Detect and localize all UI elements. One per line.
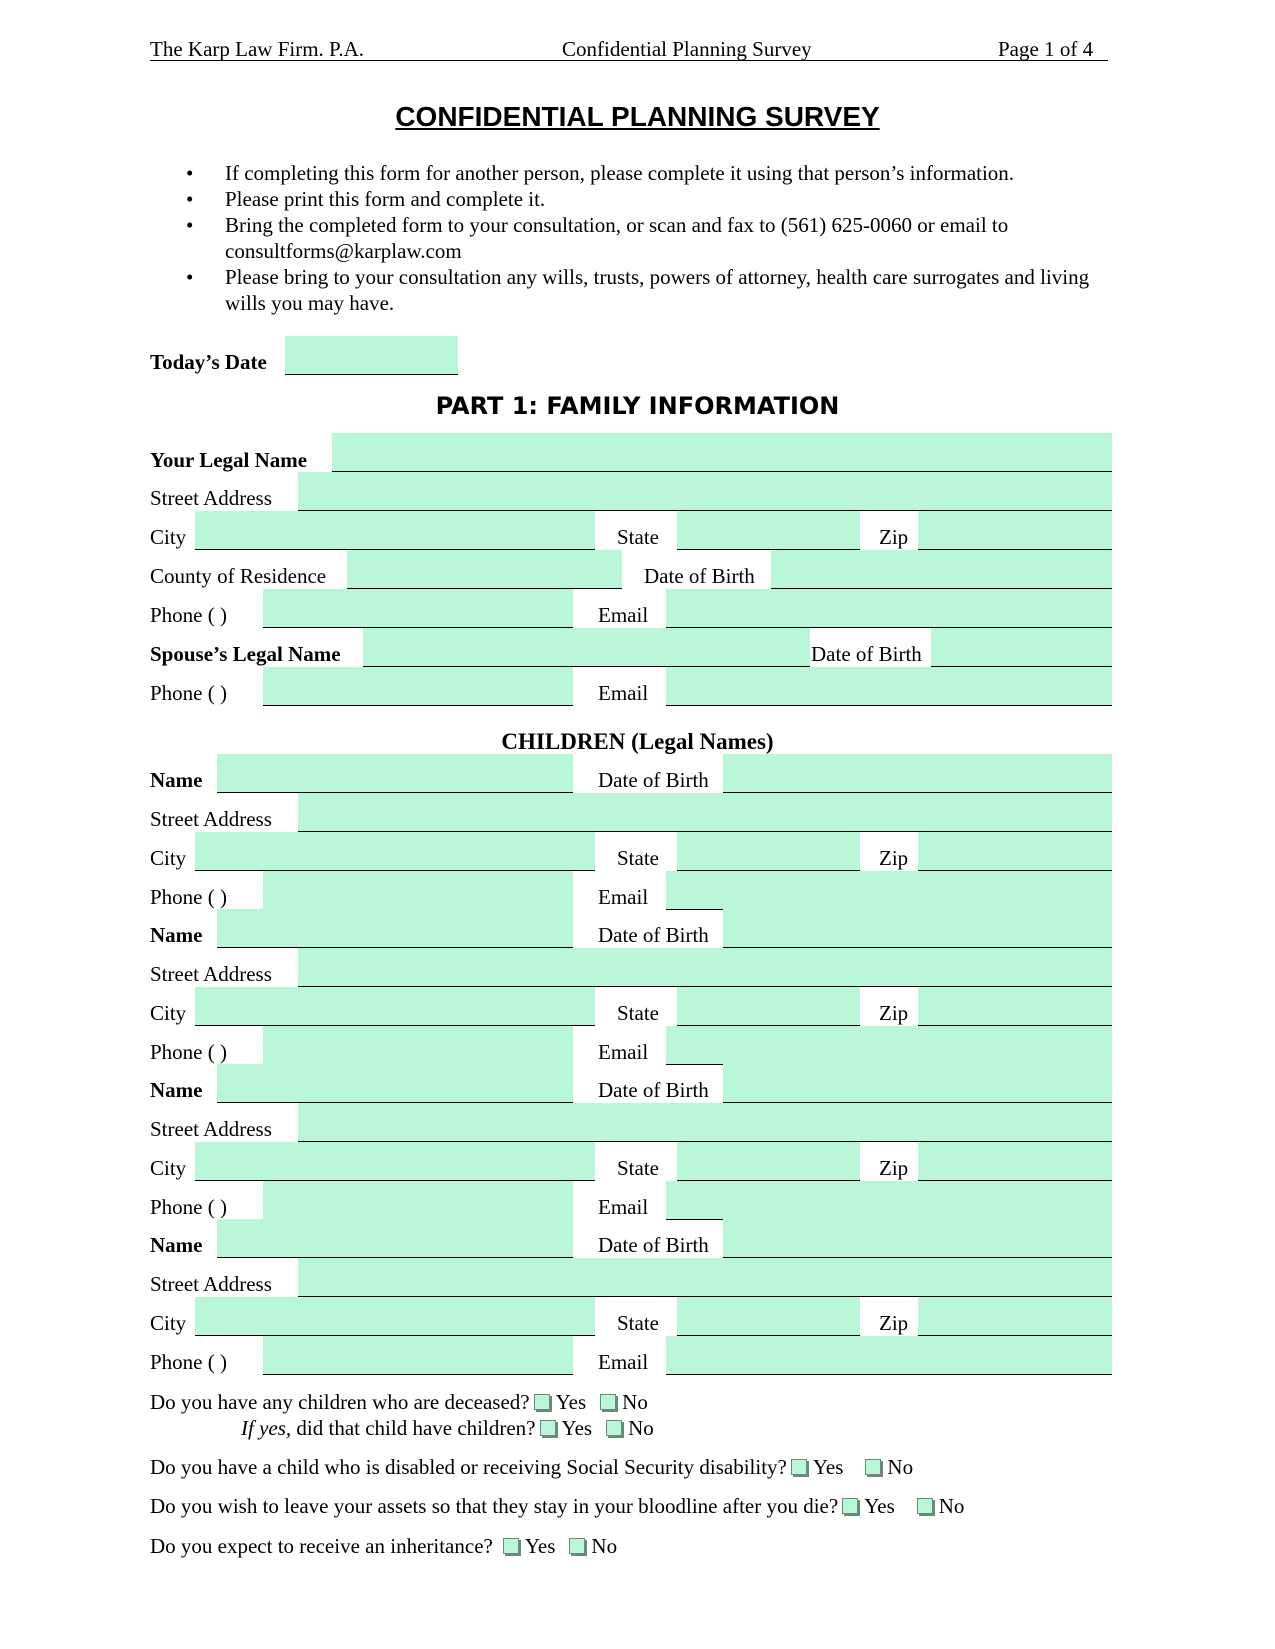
child-3-zip-field[interactable]: [918, 1142, 1112, 1181]
question-bloodline: [150, 1494, 974, 1519]
child-4-email-field[interactable]: [666, 1336, 1112, 1375]
child-1-state-field[interactable]: [677, 832, 860, 871]
yes-checkbox[interactable]: [503, 1538, 519, 1554]
legal-name-field[interactable]: [332, 433, 1112, 472]
child-3-email-field[interactable]: [666, 1181, 1112, 1220]
child-2-phone-field[interactable]: [263, 1026, 573, 1065]
spouse-dob-field[interactable]: [931, 628, 1112, 667]
no-checkbox[interactable]: [600, 1394, 616, 1410]
children-heading: CHILDREN (Legal Names): [501, 729, 774, 754]
part1-heading: PART 1: FAMILY INFORMATION: [435, 392, 840, 420]
no-label: No: [887, 1455, 914, 1479]
page-title: CONFIDENTIAL PLANNING SURVEY: [395, 101, 880, 132]
child-4-state-label: State: [617, 1311, 659, 1335]
instructions-list: [150, 160, 1110, 316]
child-1-email-label: Email: [598, 885, 649, 909]
child-3-state-field[interactable]: [677, 1142, 860, 1181]
no-checkbox[interactable]: [606, 1420, 622, 1436]
child-1-email-field[interactable]: [666, 871, 1112, 910]
child-1-phone-field[interactable]: [263, 871, 573, 910]
question-italic-prefix: If yes,: [241, 1416, 292, 1440]
yes-checkbox[interactable]: [791, 1459, 807, 1475]
email-label: Email: [598, 603, 649, 627]
instruction-item: • If completing this form for another person, please complete it using that person’s information.: [150, 160, 1110, 186]
child-4-phone-label: Phone ( ): [150, 1350, 227, 1374]
child-3-name-label: Name: [150, 1078, 203, 1102]
todays-date-label: Today’s Date: [150, 350, 267, 374]
child-3-zip-label: Zip: [879, 1156, 909, 1180]
child-3-dob-field[interactable]: [723, 1064, 1112, 1103]
header-document-name: Confidential Planning Survey: [562, 37, 812, 61]
question-text: did that child have children?: [291, 1416, 536, 1440]
child-2-dob-label: Date of Birth: [598, 923, 709, 947]
child-1-city-label: City: [150, 846, 187, 870]
child-1-dob-label: Date of Birth: [598, 768, 709, 792]
street-address-label: Street Address: [150, 486, 272, 510]
child-3-street-label: Street Address: [150, 1117, 272, 1141]
city-field[interactable]: [195, 511, 595, 550]
dob-field[interactable]: [771, 550, 1112, 589]
child-4-dob-field[interactable]: [723, 1219, 1112, 1258]
dob-label: Date of Birth: [644, 564, 755, 588]
child-2-state-label: State: [617, 1001, 659, 1025]
yes-label: Yes: [864, 1494, 895, 1518]
yes-checkbox[interactable]: [842, 1498, 858, 1514]
child-1-phone-label: Phone ( ): [150, 885, 227, 909]
spouse-email-label: Email: [598, 681, 649, 705]
yes-checkbox[interactable]: [534, 1394, 550, 1410]
yes-label: Yes: [555, 1390, 587, 1414]
state-label: State: [617, 525, 659, 549]
question-deceased-child-children: [241, 1416, 664, 1441]
child-4-city-label: City: [150, 1311, 187, 1335]
instruction-item: • Please bring to your consultation any wills, trusts, powers of attorney, health care surrogates and living wills you may have.: [150, 264, 1110, 316]
header-rule: [150, 60, 1108, 61]
spouse-name-label: Spouse’s Legal Name: [150, 642, 341, 666]
zip-field[interactable]: [918, 511, 1112, 550]
child-3-city-label: City: [150, 1156, 187, 1180]
child-3-street-field[interactable]: [298, 1103, 1112, 1142]
child-3-city-field[interactable]: [195, 1142, 595, 1181]
child-3-phone-field[interactable]: [263, 1181, 573, 1220]
spouse-phone-field[interactable]: [263, 667, 573, 706]
child-2-name-field[interactable]: [217, 909, 573, 948]
child-3-phone-label: Phone ( ): [150, 1195, 227, 1219]
child-2-street-label: Street Address: [150, 962, 272, 986]
question-deceased-children: [150, 1390, 658, 1415]
question-text: Do you expect to receive an inheritance?: [150, 1534, 493, 1558]
child-1-street-label: Street Address: [150, 807, 272, 831]
spouse-name-field[interactable]: [363, 628, 810, 667]
child-2-zip-field[interactable]: [918, 987, 1112, 1026]
child-2-street-field[interactable]: [298, 948, 1112, 987]
child-3-name-field[interactable]: [217, 1064, 573, 1103]
child-1-zip-label: Zip: [879, 846, 909, 870]
child-4-zip-label: Zip: [879, 1311, 909, 1335]
phone-field[interactable]: [263, 589, 573, 628]
child-2-city-label: City: [150, 1001, 187, 1025]
child-4-city-field[interactable]: [195, 1297, 595, 1336]
legal-name-label: Your Legal Name: [150, 448, 308, 472]
no-label: No: [938, 1494, 965, 1518]
child-2-phone-label: Phone ( ): [150, 1040, 227, 1064]
child-2-state-field[interactable]: [677, 987, 860, 1026]
zip-label: Zip: [879, 525, 909, 549]
yes-label: Yes: [561, 1416, 593, 1440]
child-4-street-label: Street Address: [150, 1272, 272, 1296]
child-2-name-label: Name: [150, 923, 203, 947]
child-3-email-label: Email: [598, 1195, 649, 1219]
header-page-number: Page 1 of 4: [998, 37, 1094, 61]
child-2-city-field[interactable]: [195, 987, 595, 1026]
no-label: No: [628, 1416, 654, 1440]
child-3-state-label: State: [617, 1156, 659, 1180]
todays-date-field[interactable]: [285, 336, 458, 375]
child-3-dob-label: Date of Birth: [598, 1078, 709, 1102]
child-4-state-field[interactable]: [677, 1297, 860, 1336]
child-2-dob-field[interactable]: [723, 909, 1112, 948]
child-1-zip-field[interactable]: [918, 832, 1112, 871]
instruction-item: • Please print this form and complete it.: [150, 186, 1110, 212]
spouse-email-field[interactable]: [666, 667, 1112, 706]
child-1-city-field[interactable]: [195, 832, 595, 871]
county-label: County of Residence: [150, 564, 327, 588]
child-4-name-field[interactable]: [217, 1219, 573, 1258]
phone-label: Phone ( ): [150, 603, 227, 627]
question-text: Do you have a child who is disabled or receiving Social Security disability?: [150, 1455, 787, 1479]
question-text: Do you have any children who are deceased?: [150, 1390, 530, 1414]
child-1-state-label: State: [617, 846, 659, 870]
child-4-zip-field[interactable]: [918, 1297, 1112, 1336]
spouse-phone-label: Phone ( ): [150, 681, 227, 705]
child-4-phone-field[interactable]: [263, 1336, 573, 1375]
question-inheritance: [150, 1534, 627, 1559]
header-firm-name: The Karp Law Firm. P.A.: [150, 37, 365, 61]
county-field[interactable]: [347, 550, 622, 589]
child-1-name-label: Name: [150, 768, 203, 792]
no-label: No: [622, 1390, 648, 1414]
child-1-name-field[interactable]: [217, 754, 573, 793]
child-4-dob-label: Date of Birth: [598, 1233, 709, 1257]
child-2-email-field[interactable]: [666, 1026, 1112, 1065]
child-1-street-field[interactable]: [298, 793, 1112, 832]
email-field[interactable]: [666, 589, 1112, 628]
no-checkbox[interactable]: [917, 1498, 933, 1514]
no-checkbox[interactable]: [865, 1459, 881, 1475]
street-address-field[interactable]: [298, 472, 1112, 511]
child-4-name-label: Name: [150, 1233, 203, 1257]
city-label: City: [150, 525, 187, 549]
state-field[interactable]: [677, 511, 860, 550]
child-2-email-label: Email: [598, 1040, 649, 1064]
instruction-item: • Bring the completed form to your consultation, or scan and fax to (561) 625-0060 or email to consultforms@karplaw.com: [150, 212, 1110, 264]
child-2-zip-label: Zip: [879, 1001, 909, 1025]
no-label: No: [591, 1534, 618, 1558]
yes-label: Yes: [524, 1534, 556, 1558]
yes-checkbox[interactable]: [540, 1420, 556, 1436]
spouse-dob-label: Date of Birth: [811, 642, 922, 666]
child-4-street-field[interactable]: [298, 1258, 1112, 1297]
child-1-dob-field[interactable]: [723, 754, 1112, 793]
yes-label: Yes: [812, 1455, 844, 1479]
no-checkbox[interactable]: [569, 1538, 585, 1554]
child-4-email-label: Email: [598, 1350, 649, 1374]
question-text: Do you wish to leave your assets so that they stay in your bloodline after you die?: [150, 1494, 839, 1518]
question-disabled-child: [150, 1455, 923, 1480]
